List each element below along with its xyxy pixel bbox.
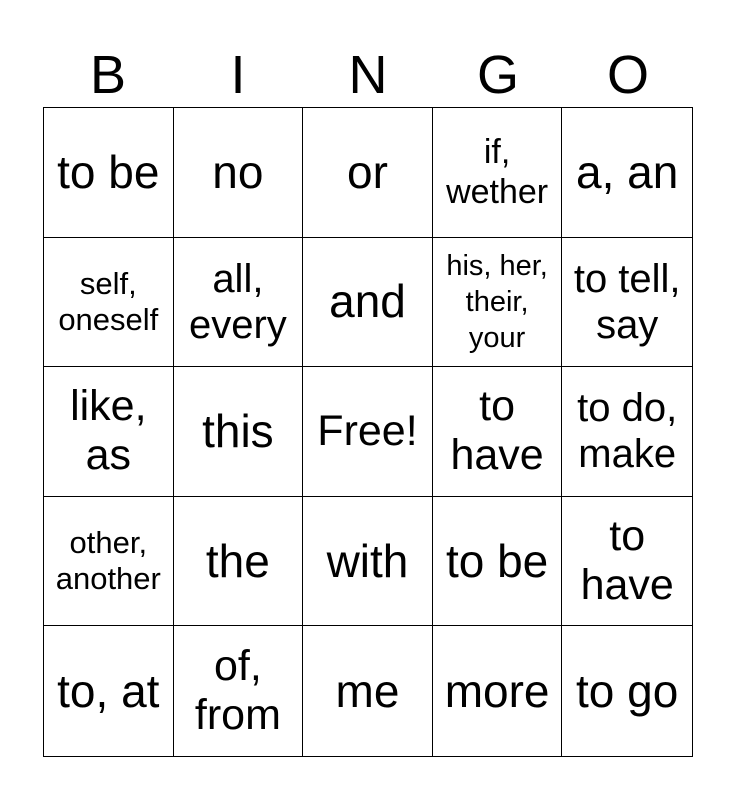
header-letter-g: G: [476, 45, 519, 105]
bingo-cell-r4c1[interactable]: other, another: [44, 497, 174, 627]
bingo-cell-r3c4[interactable]: to have: [433, 367, 563, 497]
bingo-cell-r5c2[interactable]: of, from: [174, 626, 304, 756]
header-letter-b: B: [89, 45, 127, 105]
header-letter-i: I: [230, 45, 246, 105]
bingo-cell-r1c3[interactable]: or: [303, 108, 433, 238]
bingo-cell-r3c1[interactable]: like, as: [44, 367, 174, 497]
bingo-cell-r1c1[interactable]: to be: [44, 108, 174, 238]
bingo-cell-r2c5[interactable]: to tell, say: [562, 238, 692, 368]
bingo-cell-r1c5[interactable]: a, an: [562, 108, 692, 238]
bingo-cell-r5c4[interactable]: more: [433, 626, 563, 756]
bingo-cell-r4c2[interactable]: the: [174, 497, 304, 627]
bingo-header: [43, 44, 693, 106]
bingo-cell-r1c2[interactable]: no: [174, 108, 304, 238]
bingo-cell-r5c5[interactable]: to go: [576, 664, 679, 717]
bingo-cell-r2c1[interactable]: self, oneself: [44, 238, 174, 368]
bingo-cell-r2c2[interactable]: all, every: [174, 238, 304, 368]
bingo-cell-r4c4[interactable]: to be: [433, 497, 563, 627]
header-letter-n: N: [348, 45, 388, 105]
bingo-cell-r5c1[interactable]: to, at: [44, 626, 174, 756]
bingo-cell-r2c4[interactable]: his, her, their, your: [433, 238, 563, 368]
bingo-cell-r3c5[interactable]: to do, make: [562, 367, 692, 497]
bingo-cell-r2c3[interactable]: and: [303, 238, 433, 368]
bingo-board: [43, 107, 693, 757]
bingo-cell-r5c3[interactable]: me: [303, 626, 433, 756]
header-letter-o: O: [606, 45, 649, 105]
bingo-cell-r4c5[interactable]: to have: [562, 497, 692, 627]
bingo-cell-r4c3[interactable]: with: [303, 497, 433, 627]
bingo-cell-free[interactable]: Free!: [303, 367, 433, 497]
bingo-cell-r1c4[interactable]: if, wether: [433, 108, 563, 238]
bingo-cell-r3c2[interactable]: this: [174, 367, 304, 497]
